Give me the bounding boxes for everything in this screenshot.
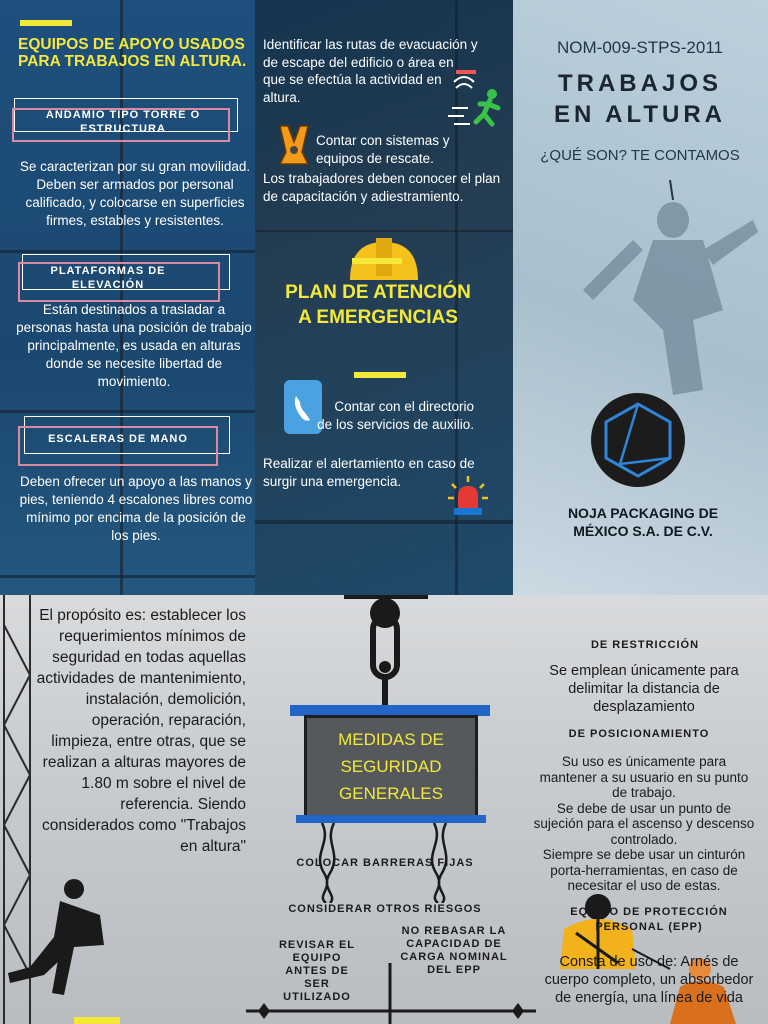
emergency-text-directory: Contar con el directorio de los servicios de auxilio. — [317, 399, 474, 432]
emergency-text-alert: Realizar el alertamiento en caso de surgir una emergencia. — [263, 456, 475, 489]
accent-bar — [74, 1017, 120, 1024]
section-label-plataformas: PLATAFORMAS DE ELEVACIÓN — [50, 265, 166, 291]
cover-title — [520, 68, 760, 130]
norm-code: NOM-009-STPS-2011 — [557, 38, 723, 57]
cover-title-line2: EN ALTURA — [554, 101, 726, 128]
cover-subtitle: ¿QUÉ SON? TE CONTAMOS — [540, 147, 740, 164]
section-text-plataformas: Están destinados a trasladar a personas hasta una posición de trabajo principalmente, es usada en alturas donde se necesite libertad de movimiento. — [16, 302, 252, 389]
climber-silhouette-icon — [4, 875, 116, 1005]
heading-epp: EQUIPO DE PROTECCIÓN PERSONAL (EPP) — [570, 906, 728, 933]
emergency-text-rescue: Contar con sistemas y equipos de rescate. — [316, 133, 450, 166]
scaffold-beam — [255, 520, 513, 524]
emergency-text-routes: Identificar las rutas de evacuación y de escape del edificio o área en que se efectúa la actividad en altura. — [263, 37, 478, 105]
measure-item-riesgos: CONSIDERAR OTROS RIESGOS — [288, 903, 482, 915]
emergency-title: PLAN DE ATENCIÓN A EMERGENCIAS — [285, 282, 471, 328]
measure-item-barreras: COLOCAR BARRERAS FIJAS — [296, 857, 474, 869]
measure-item-capacidad: NO REBASAR LA CAPACIDAD DE CARGA NOMINAL DEL EPP — [400, 925, 508, 976]
section-label-andamio: ANDAMIO TIPO TORRE O ESTRUCTURA — [45, 109, 201, 135]
section-label-escaleras: ESCALERAS DE MANO — [48, 433, 188, 445]
bottom-panel — [0, 595, 768, 1024]
board-title: MEDIDAS DE SEGURIDAD GENERALES — [338, 730, 444, 803]
compass-ornament-icon — [246, 963, 536, 1024]
measure-item-revisar: REVISAR EL EQUIPO ANTES DE SER UTILIZADO — [278, 939, 355, 1003]
heading-posicionamiento: DE POSICIONAMIENTO — [568, 728, 710, 740]
scaffold-beam — [0, 410, 255, 413]
accent-bar — [20, 20, 72, 26]
heading-restriccion: DE RESTRICCIÓN — [590, 639, 700, 651]
section-text-escaleras: Deben ofrecer un apoyo a las manos y pies, teniendo 4 escalones libres como mínimo por encima de la posición de los pies. — [19, 474, 253, 543]
scaffold-beam — [0, 575, 255, 578]
pulley-icon — [362, 595, 408, 707]
emergency-exit-icon — [446, 68, 508, 132]
safety-measures-board — [304, 715, 478, 821]
purpose-text: El propósito es: establecer los requerimientos mínimos de seguridad en todas aquellas actividades de mantenimiento, instalación, demolición, operación, reparación, limpieza, entre otras, que se realizan a alturas mayores de 1.80 m sobre el nivel de referencia. Siendo considerados como "Trabajos en altura" — [36, 607, 246, 855]
company-logo-icon — [590, 392, 686, 488]
safety-harness-icon — [274, 124, 314, 166]
cover-title-line1: TRABAJOS — [557, 70, 722, 97]
accent-bar — [352, 258, 402, 264]
text-posicionamiento: Su uso es únicamente para mantener a su usuario en su punto de trabajo. Se debe de usar un punto de sujeción para el ascenso y descenso controlado. Siempre se debe usar un cinturón porta-herramientas, en caso de necesitar el uso de estas. — [533, 754, 755, 893]
emergency-text-training: Los trabajadores deben conocer el plan de capacitación y adiestramiento. — [263, 171, 501, 204]
accent-bar — [354, 372, 406, 378]
panel1-title: EQUIPOS DE APOYO USADOS PARA TRABAJOS EN ALTURA. — [18, 36, 247, 70]
company-name: NOJA PACKAGING DE MÉXICO S.A. DE C.V. — [567, 505, 719, 539]
board-bottom-bar — [296, 815, 486, 823]
text-restriccion: Se emplean únicamente para delimitar la distancia de desplazamiento — [549, 663, 739, 715]
section-text-andamio: Se caracterizan por su gran movilidad. Deben ser armados por personal calificado, y colocarse en superficies firmes, estables y resistentes. — [19, 159, 251, 228]
scaffold-beam — [0, 250, 255, 253]
text-epp: Consta de uso de: Arnés de cuerpo completo, un absorbedor de energía, una línea de vida — [544, 954, 754, 1006]
alarm-light-icon — [446, 474, 490, 518]
scaffold-beam — [255, 230, 513, 232]
